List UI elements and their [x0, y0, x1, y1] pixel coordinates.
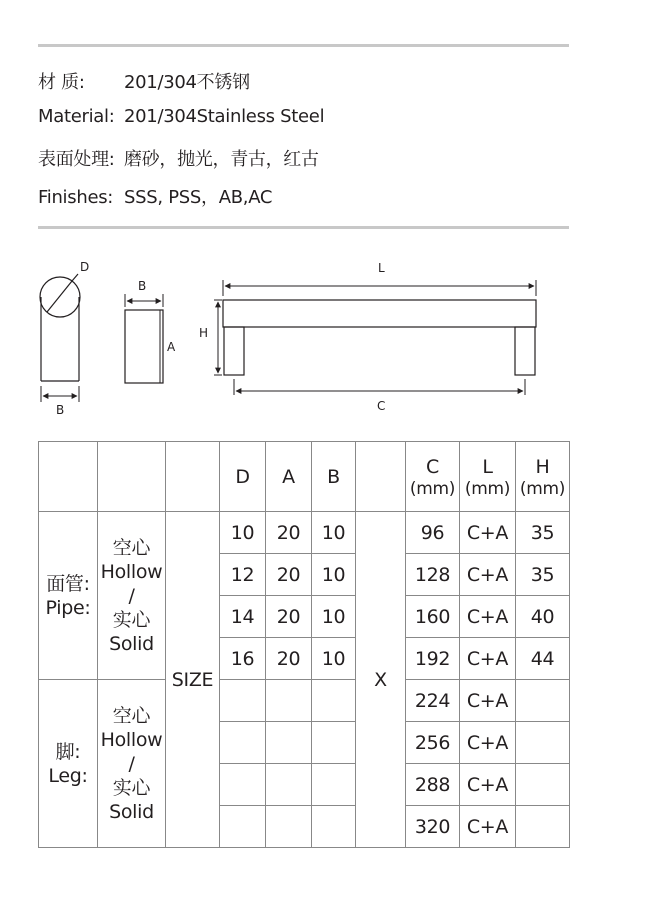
spec-finish-cn: [38, 145, 319, 171]
cell-b: 10: [312, 512, 356, 554]
dim-label-l: L: [378, 261, 385, 275]
pipe-category-en: Pipe:: [45, 596, 91, 619]
header-empty: [166, 442, 220, 512]
cell-h: [516, 806, 570, 848]
cell-a-empty: [266, 764, 312, 806]
cell-l: C+A: [460, 680, 516, 722]
cell-a-empty: [266, 722, 312, 764]
type-hollow-en: Hollow: [100, 560, 163, 583]
cell-a: 20: [266, 596, 312, 638]
cell-c: 160: [406, 596, 460, 638]
size-spec-table: [38, 441, 570, 848]
leg-category-en: Leg:: [48, 764, 88, 787]
type-solid-cn: 实心: [112, 608, 151, 631]
cell-d-empty: [220, 722, 266, 764]
cell-c: 128: [406, 554, 460, 596]
spec-value: 201/304不锈钢: [124, 72, 250, 93]
cell-b-empty: [312, 680, 356, 722]
dim-b-bottom: [41, 386, 79, 402]
header-unit: (mm): [464, 478, 511, 499]
header-letter: H: [535, 455, 550, 478]
pipe-category-cell: [39, 512, 98, 680]
type-hollow-cn: 空心: [112, 536, 151, 559]
cell-h: [516, 722, 570, 764]
header-empty: [98, 442, 166, 512]
header-d: D: [220, 442, 266, 512]
dim-l: [223, 280, 536, 296]
cell-a: 20: [266, 512, 312, 554]
type-hollow-en: Hollow: [100, 728, 163, 751]
cell-b-empty: [312, 764, 356, 806]
dim-b-top: [125, 294, 163, 307]
cell-c: 192: [406, 638, 460, 680]
cell-c: 96: [406, 512, 460, 554]
cell-a-empty: [266, 680, 312, 722]
cell-d-empty: [220, 806, 266, 848]
handle-dimension-diagram: [0, 240, 650, 430]
cell-c: 224: [406, 680, 460, 722]
header-l: [460, 442, 516, 512]
cell-h: 40: [516, 596, 570, 638]
cell-b-empty: [312, 722, 356, 764]
header-c: [406, 442, 460, 512]
cell-d: 16: [220, 638, 266, 680]
header-h: [516, 442, 570, 512]
cell-l: C+A: [460, 638, 516, 680]
handle-side-view: [223, 300, 536, 375]
dim-label-b-top: B: [138, 279, 147, 293]
cell-l: C+A: [460, 596, 516, 638]
pipe-category-cn: 面管:: [46, 572, 90, 595]
type-solid-en: Solid: [109, 632, 154, 655]
cell-b: 10: [312, 638, 356, 680]
type-separator: /: [128, 584, 135, 607]
header-letter: C: [426, 455, 439, 478]
square-tube-profile: [125, 310, 163, 383]
table-row: [39, 680, 570, 722]
dim-label-d: D: [80, 260, 90, 274]
header-b: B: [312, 442, 356, 512]
round-tube-profile: [40, 274, 80, 381]
cell-a: 20: [266, 554, 312, 596]
cell-d-empty: [220, 680, 266, 722]
dim-label-b-bottom: B: [56, 403, 65, 417]
cell-h: [516, 680, 570, 722]
spec-material-en: [38, 106, 324, 127]
cell-b: 10: [312, 596, 356, 638]
cell-l: C+A: [460, 554, 516, 596]
spec-finish-en: [38, 183, 272, 209]
cell-b-empty: [312, 806, 356, 848]
table-header-row: [39, 442, 570, 512]
cell-b: 10: [312, 554, 356, 596]
x-label-cell: X: [356, 512, 406, 848]
dim-label-a: A: [167, 340, 176, 354]
type-solid-cn: 实心: [112, 776, 151, 799]
leg-type-cell: [98, 680, 166, 848]
leg-category-cn: 脚:: [55, 740, 81, 763]
dim-c: [234, 379, 525, 395]
cell-h: 35: [516, 554, 570, 596]
top-divider: [38, 44, 569, 47]
cell-c: 320: [406, 806, 460, 848]
cell-a: 20: [266, 638, 312, 680]
spec-value: 磨砂，抛光，青古，红古: [124, 149, 319, 170]
cell-a-empty: [266, 806, 312, 848]
cell-l: C+A: [460, 722, 516, 764]
size-label-cell: SIZE: [166, 512, 220, 848]
pipe-type-cell: [98, 512, 166, 680]
dim-h: [214, 300, 222, 375]
cell-c: 256: [406, 722, 460, 764]
spec-label: 表面处理:: [38, 149, 115, 170]
header-empty: [39, 442, 98, 512]
spec-material-cn: [38, 68, 250, 94]
spec-value: 201/304Stainless Steel: [124, 106, 325, 127]
spec-label: Material:: [38, 106, 115, 127]
cell-l: C+A: [460, 806, 516, 848]
table-row: [39, 512, 570, 554]
cell-h: 35: [516, 512, 570, 554]
cell-c: 288: [406, 764, 460, 806]
type-hollow-cn: 空心: [112, 704, 151, 727]
type-solid-en: Solid: [109, 800, 154, 823]
cell-h: [516, 764, 570, 806]
cell-d: 12: [220, 554, 266, 596]
middle-divider: [38, 226, 569, 229]
header-unit: (mm): [519, 478, 566, 499]
cell-h: 44: [516, 638, 570, 680]
spec-label: Finishes:: [38, 187, 114, 208]
cell-d: 14: [220, 596, 266, 638]
header-a: A: [266, 442, 312, 512]
dim-label-c: C: [377, 399, 386, 413]
cell-l: C+A: [460, 764, 516, 806]
cell-d: 10: [220, 512, 266, 554]
header-letter: L: [482, 455, 493, 478]
type-separator: /: [128, 752, 135, 775]
cell-d-empty: [220, 764, 266, 806]
leg-category-cell: [39, 680, 98, 848]
dim-label-h: H: [199, 326, 209, 340]
spec-value: SSS, PSS，AB,AC: [124, 187, 273, 208]
header-unit: (mm): [409, 478, 456, 499]
spec-label: 材 质:: [38, 72, 85, 93]
header-empty: [356, 442, 406, 512]
cell-l: C+A: [460, 512, 516, 554]
